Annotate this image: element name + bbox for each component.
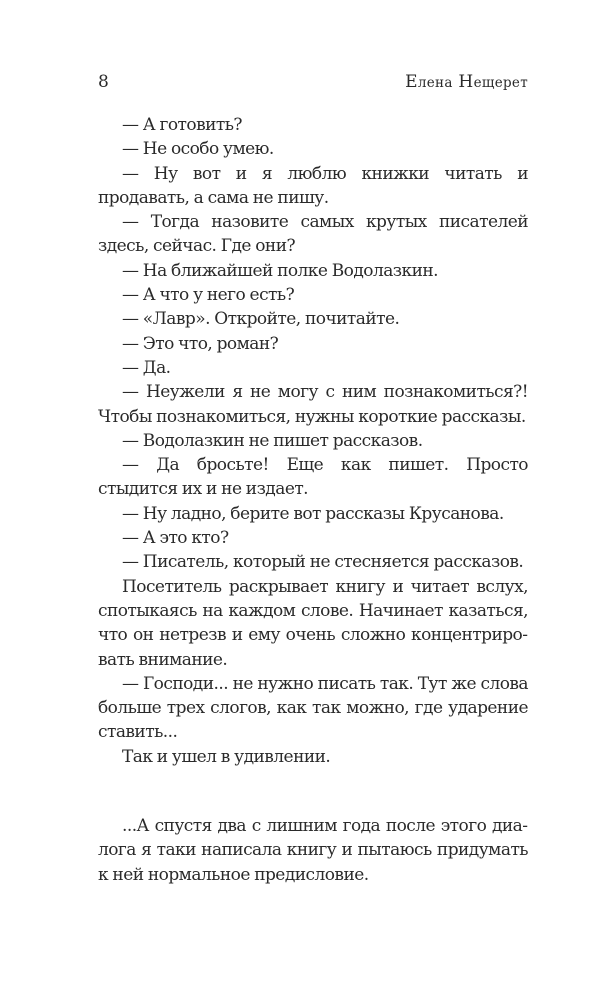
paragraph: — Это что, роман?: [122, 333, 279, 354]
paragraph: — На ближайшей полке Водолазкин.: [122, 260, 439, 281]
body-text: [98, 113, 528, 887]
paragraph: — Ну ладно, берите вот рассказы Крусанова.: [122, 503, 504, 524]
closing-paragraph: ...А спустя два с лишним года после этого диалога я таки написала книгу и пытаюсь придумать к ней нормальное предисловие.: [98, 816, 528, 885]
paragraph: — А что у него есть?: [122, 285, 295, 306]
author-last-initial: Н: [458, 72, 474, 92]
author-last-rest: ещерет: [473, 75, 528, 91]
paragraph: — Господи... не нужно писать так. Тут же слова больше трех слогов, как так можно, где ударение ставить...: [98, 673, 528, 743]
running-head-author: [405, 71, 528, 94]
paragraph: — Да бросьте! Еще как пишет. Просто стыдится их и не издает.: [98, 455, 528, 500]
paragraph: Посетитель раскрывает книгу и читает вслух, спотыкаясь на каждом слове. Начинает казаться, что он нетрезв и ему очень сложно концентрировать внимание.: [98, 576, 528, 670]
page-number: 8: [98, 72, 109, 92]
paragraph: — «Лавр». Откройте, почитайте.: [122, 309, 400, 330]
author-first-rest: лена: [417, 75, 453, 91]
author-first-initial: Е: [405, 72, 418, 92]
paragraph: — Писатель, который не стесняется рассказов.: [122, 552, 524, 573]
paragraph: — Неужели я не могу с ним познакомиться?! Чтобы познакомиться, нужны короткие рассказы.: [98, 382, 528, 427]
paragraph: Так и ушел в удивлении.: [122, 746, 331, 767]
section-break: [98, 769, 528, 814]
paragraph: — Да.: [122, 357, 171, 378]
paragraph: — А это кто?: [122, 528, 229, 549]
paragraph: — Не особо умею.: [122, 139, 274, 160]
paragraph: — Ну вот и я люблю книжки читать и продавать, а сама не пишу.: [98, 163, 528, 208]
paragraph: — Тогда назовите самых крутых писателей здесь, сейчас. Где они?: [98, 212, 528, 257]
paragraph: — А готовить?: [122, 115, 242, 135]
paragraph: — Водолазкин не пишет рассказов.: [122, 430, 423, 451]
